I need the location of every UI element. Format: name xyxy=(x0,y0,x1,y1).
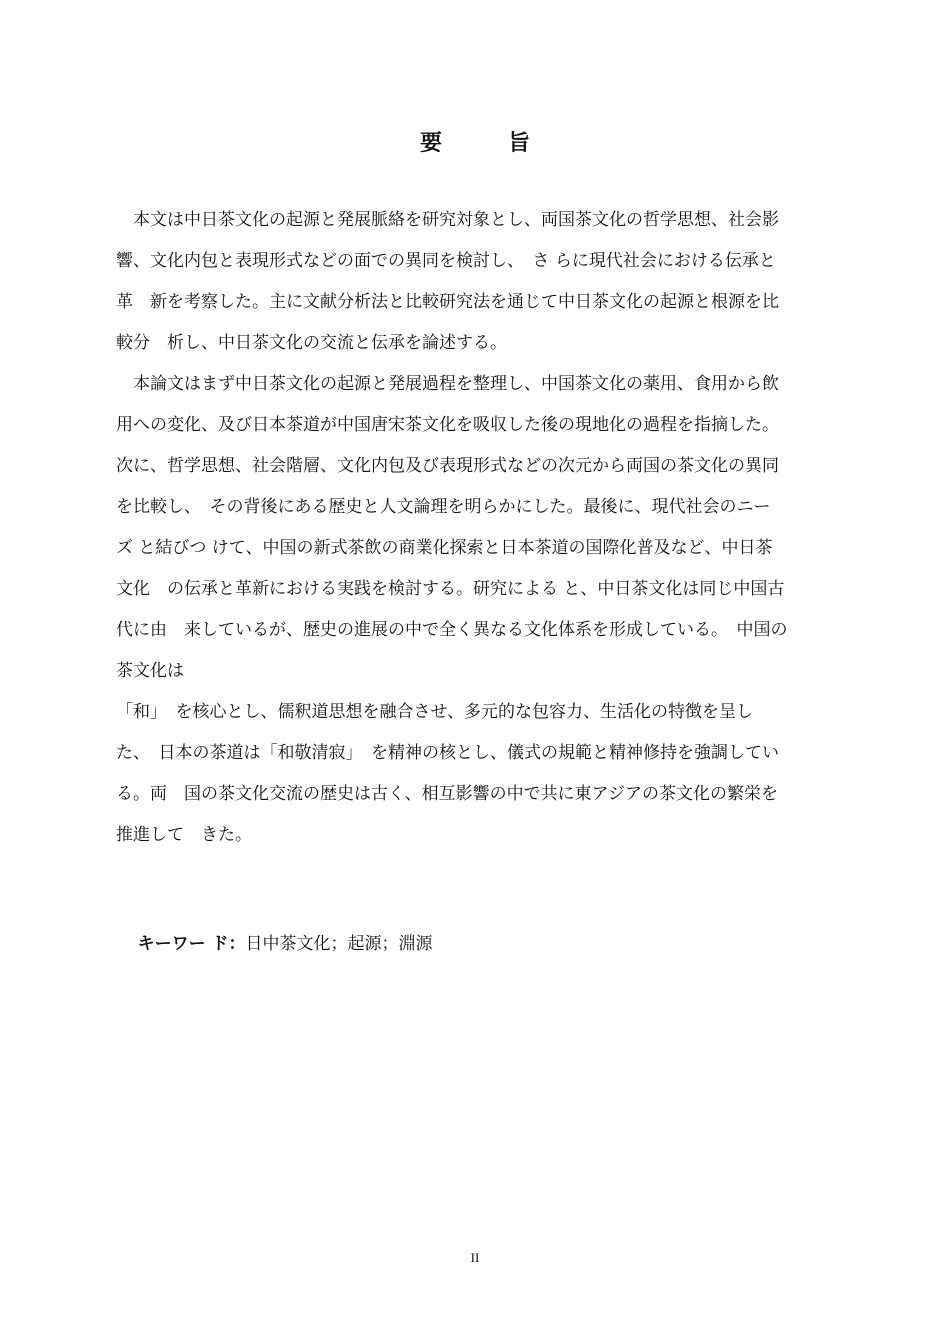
text-line: 本論文はまず中日茶文化の起源と発展過程を整理し、中国茶文化の薬用、食用から飲 xyxy=(116,374,779,394)
text-line: 革 新を考察した。主に文献分析法と比較研究法を通じて中日茶文化の起源と根源を比 xyxy=(116,292,779,312)
page-title: 要 旨 xyxy=(419,131,552,156)
text-line: ズ と結びつ けて、中国の新式茶飲の商業化探索と日本茶道の国際化普及など、中日茶 xyxy=(116,538,773,558)
text-line: 響、文化内包と表現形式などの面での異同を検討し、 さ らに現代社会における伝承と xyxy=(116,251,776,271)
text-line: る。両 国の茶文化交流の歴史は古く、相互影響の中で共に東アジアの茶文化の繁栄を xyxy=(116,784,778,804)
text-line: 次に、哲学思想、社会階層、文化内包及び表現形式などの次元から両国の茶文化の異同 xyxy=(116,456,779,476)
text-line: 代に由 来しているが、歴史の進展の中で全く異なる文化体系を形成している。 中国の xyxy=(116,620,788,640)
text-line: 本文は中日茶文化の起源と発展脈絡を研究対象とし、両国茶文化の哲学思想、社会影 xyxy=(116,210,779,230)
text-line: 用への変化、及び日本茶道が中国唐宋茶文化を吸収した後の現地化の過程を指摘した。 xyxy=(116,415,779,435)
text-line: 茶文化は xyxy=(116,661,184,681)
text-line: 較分 析し、中日茶文化の交流と伝承を論述する。 xyxy=(116,333,507,353)
text-line: た、 日本の茶道は「和敬清寂」 を精神の核とし、儀式の規範と精神修持を強調してい xyxy=(116,743,779,763)
page-number: II xyxy=(470,1250,480,1265)
text-line: を比較し、 その背後にある歴史と人文論理を明らかにした。最後に、現代社会のニー xyxy=(116,497,771,517)
text-line: 推進して きた。 xyxy=(116,825,252,845)
keywords-label: キーワー ド： xyxy=(137,934,246,954)
text-line: 文化 の伝承と革新における実践を検討する。研究による と、中日茶文化は同じ中国古 xyxy=(116,579,785,599)
text-line: 「和」 を核心とし、儒釈道思想を融合させ、多元的な包容力、生活化の特徴を呈し xyxy=(116,702,753,722)
keywords xyxy=(116,908,433,980)
keywords-value: 日中茶文化；起源；淵源 xyxy=(245,934,433,954)
abstract-body xyxy=(116,208,876,864)
